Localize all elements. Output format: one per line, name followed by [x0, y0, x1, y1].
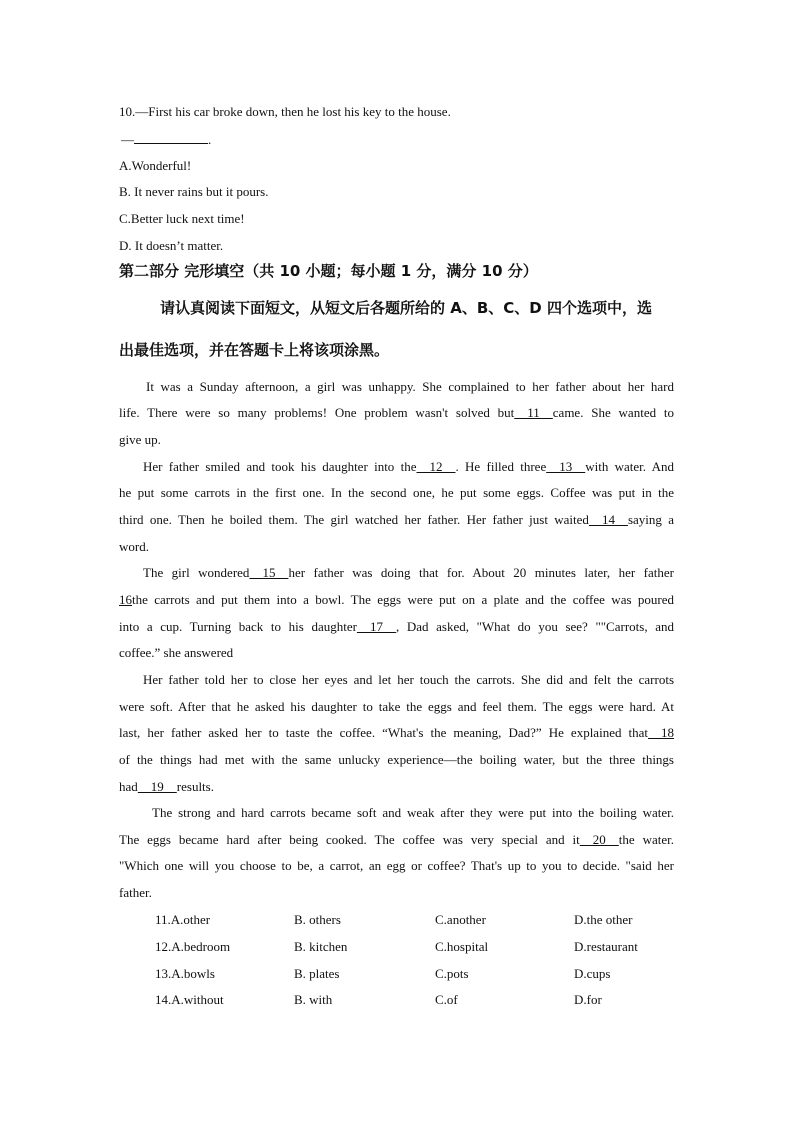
- cloze-blank: 18: [648, 725, 674, 740]
- choice-14-d: D.for: [574, 992, 602, 1007]
- passage-line: [119, 725, 674, 741]
- cloze-blank: 14: [588, 512, 628, 527]
- choice-12-d: D.restaurant: [574, 939, 638, 954]
- passage-line: word.: [119, 539, 149, 554]
- passage-text: came. She wanted to: [552, 405, 674, 420]
- passage-line: he put some carrots in the first one. In the second one, he put some eggs. Coffee was put in the: [119, 485, 674, 500]
- passage-text: saying a: [627, 512, 674, 527]
- passage-text: her father was doing that for. About 20 minutes later, her father: [288, 565, 674, 580]
- passage-text: had: [119, 779, 138, 794]
- passage-line: [119, 832, 674, 848]
- passage-line: [119, 619, 674, 635]
- choice-13-b: B. plates: [294, 966, 340, 981]
- passage-text: . He filled three: [455, 459, 547, 474]
- passage-line: father.: [119, 885, 152, 900]
- passage-line: were soft. After that he asked his daughter to take the eggs and feel them. The eggs were hard. At: [119, 699, 674, 714]
- passage-line: [119, 512, 674, 528]
- passage-line: Her father told her to close her eyes and let her touch the carrots. She did and felt the carrots: [143, 672, 674, 687]
- choice-11-d: D.the other: [574, 912, 633, 927]
- passage-text: the water.: [618, 832, 674, 847]
- cloze-blank: 13: [546, 459, 586, 474]
- section-instruction-2: 出最佳选项，并在答题卡上将该项涂黑。: [119, 341, 390, 359]
- passage-text: with water. And: [585, 459, 674, 474]
- passage-text: The eggs became hard after being cooked. The coffee was very special and it: [119, 832, 580, 847]
- choice-13-a: 13.A.bowls: [155, 966, 215, 981]
- section-instruction-1: 请认真阅读下面短文，从短文后各题所给的 A、B、C、D 四个选项中，选: [160, 299, 652, 317]
- choice-12-b: B. kitchen: [294, 939, 348, 954]
- choice-12-c: C.hospital: [435, 939, 489, 954]
- q10-option-c: C.Better luck next time!: [119, 211, 245, 226]
- cloze-blank: 19: [137, 779, 177, 794]
- passage-line: [119, 405, 674, 421]
- passage-line: [119, 592, 674, 608]
- q10-option-d: D. It doesn’t matter.: [119, 238, 224, 253]
- choice-12-a: 12.A.bedroom: [155, 939, 231, 954]
- passage-text: , Dad asked, "What do you see? ""Carrots, and: [395, 619, 674, 634]
- cloze-blank: 12: [416, 459, 456, 474]
- passage-text: the carrots and put them into a bowl. The eggs were put on a plate and the coffee was poured: [132, 592, 674, 607]
- answer-period: .: [208, 132, 212, 147]
- answer-blank: [134, 131, 208, 144]
- cloze-blank: 15: [249, 565, 289, 580]
- passage-line: [143, 459, 674, 475]
- passage-line: The strong and hard carrots became soft and weak after they were put into the boiling water.: [152, 805, 674, 820]
- cloze-blank: 11: [514, 405, 553, 420]
- cloze-blank: 20: [579, 832, 619, 847]
- passage-text: last, her father asked her to taste the coffee. “What's the meaning, Dad?” He explained that: [119, 725, 648, 740]
- choice-11-b: B. others: [294, 912, 341, 927]
- passage-line: [143, 565, 674, 581]
- cloze-blank: 16: [119, 592, 132, 607]
- choice-13-d: D.cups: [574, 966, 611, 981]
- passage-line: of the things had met with the same unlucky experience—the boiling water, but the three things: [119, 752, 674, 767]
- passage-text: life. There were so many problems! One problem wasn't solved but: [119, 405, 515, 420]
- passage-text: results.: [176, 779, 214, 794]
- section-title: 第二部分 完形填空（共 10 小题；每小题 1 分，满分 10 分）: [119, 262, 538, 280]
- passage-line: It was a Sunday afternoon, a girl was unhappy. She complained to her father about her hard: [146, 379, 674, 394]
- choice-11-a: 11.A.other: [155, 912, 211, 927]
- passage-line: coffee.” she answered: [119, 645, 234, 660]
- passage-text: Her father smiled and took his daughter into the: [143, 459, 417, 474]
- passage-text: third one. Then he boiled them. The girl watched her father. Her father just waited: [119, 512, 589, 527]
- cloze-blank: 17: [356, 619, 396, 634]
- passage-text: The girl wondered: [143, 565, 250, 580]
- q10-option-b: B. It never rains but it pours.: [119, 184, 269, 199]
- passage-line: give up.: [119, 432, 161, 447]
- q10-option-a: A.Wonderful!: [119, 158, 192, 173]
- choice-14-a: 14.A.without: [155, 992, 224, 1007]
- answer-dash: —: [121, 132, 134, 147]
- question-10-answer-line: [121, 131, 211, 148]
- passage-text: into a cup. Turning back to his daughter: [119, 619, 357, 634]
- choice-14-b: B. with: [294, 992, 333, 1007]
- passage-line: [119, 779, 674, 795]
- choice-11-c: C.another: [435, 912, 486, 927]
- question-10: 10.—First his car broke down, then he lost his key to the house.: [119, 104, 451, 119]
- passage-line: "Which one will you choose to be, a carrot, an egg or coffee? That's up to you to decide. "said her: [119, 858, 674, 873]
- choice-14-c: C.of: [435, 992, 458, 1007]
- choice-13-c: C.pots: [435, 966, 469, 981]
